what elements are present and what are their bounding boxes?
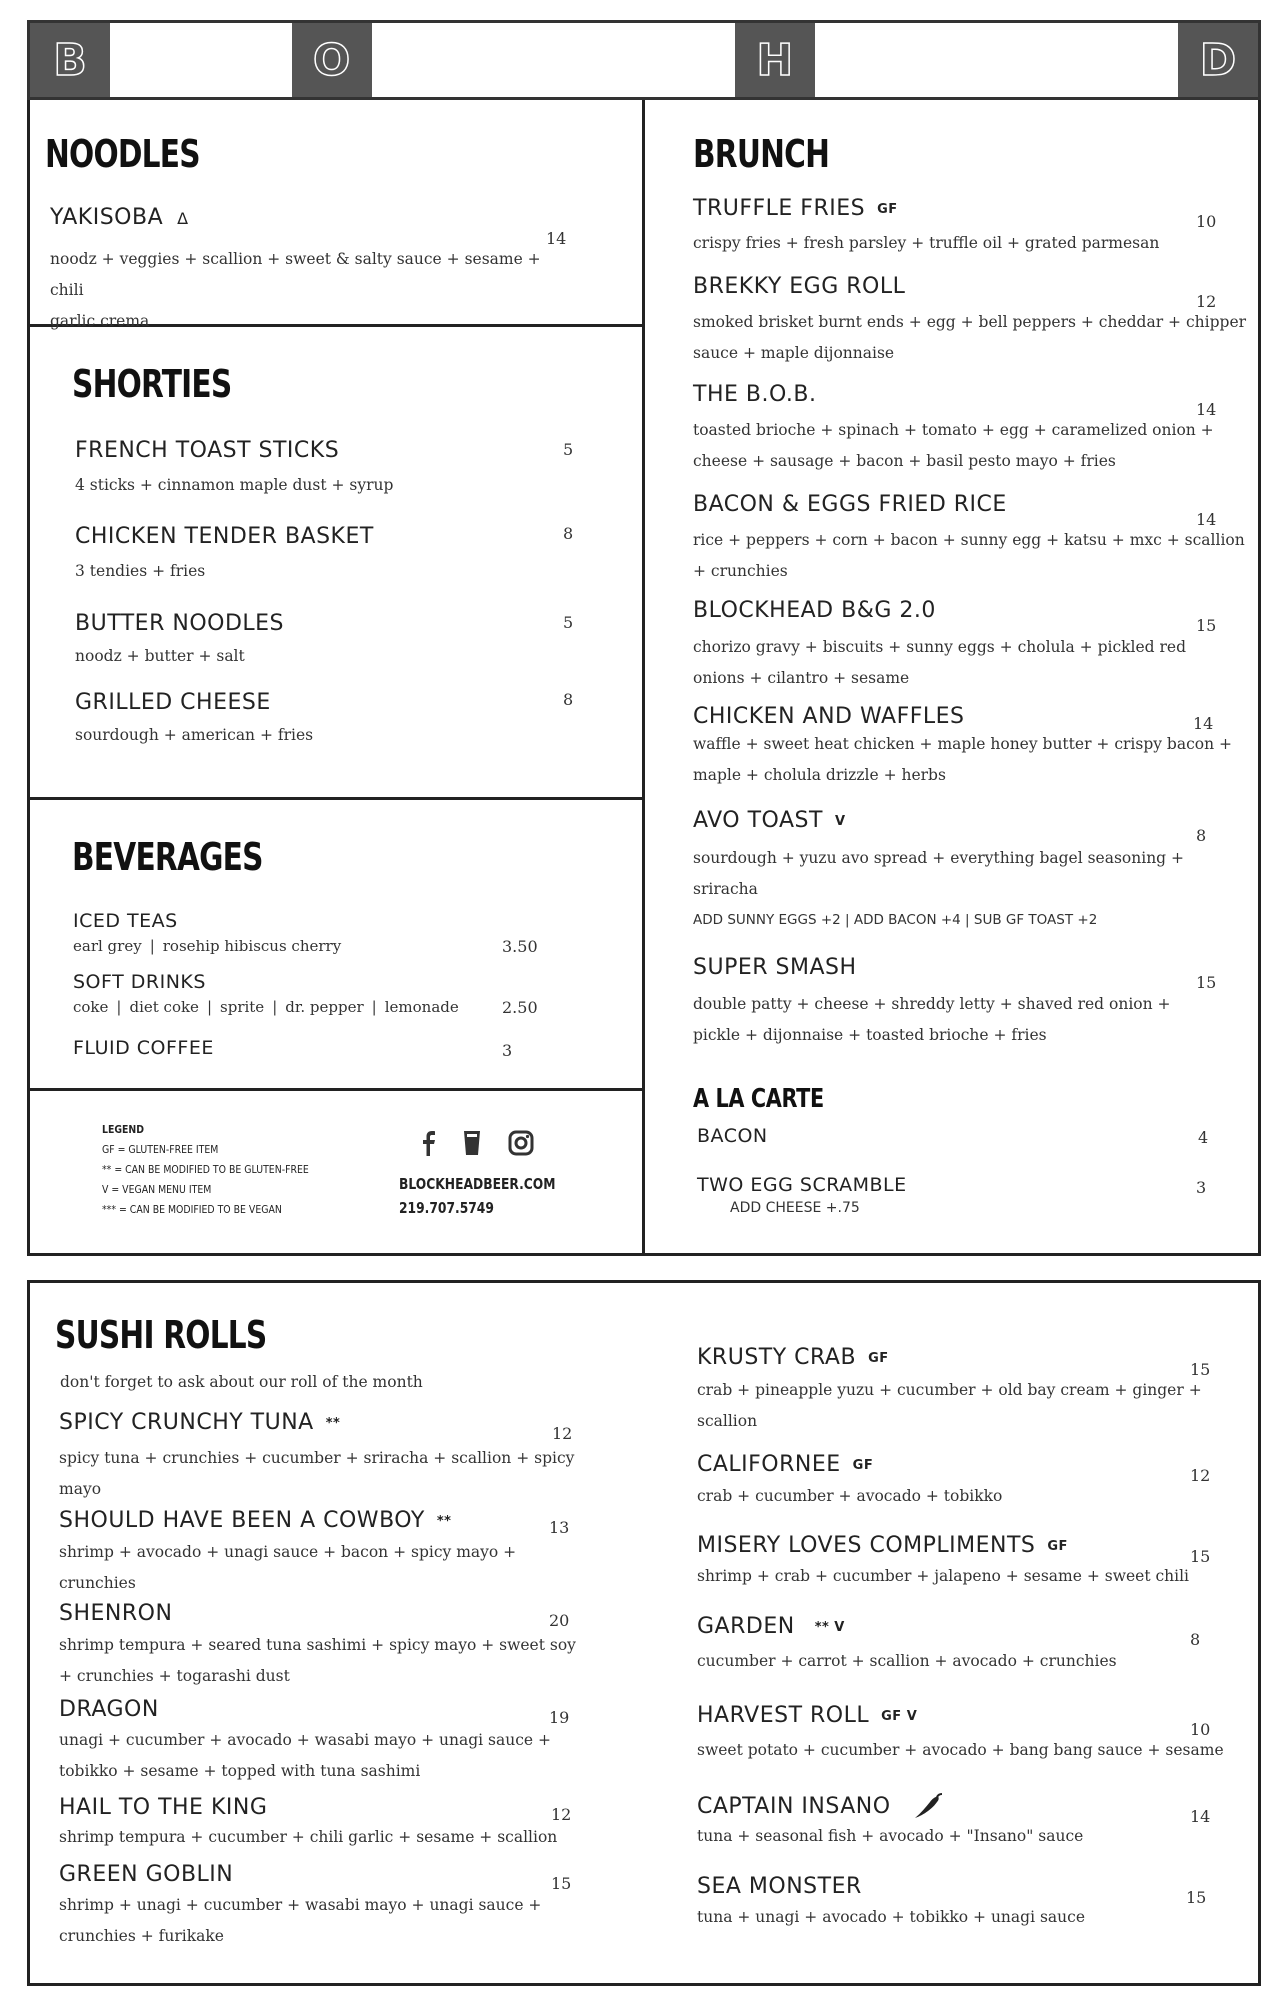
sushi-item-garden: GARDEN ** V	[697, 1614, 845, 1639]
desc-captain-insano: tuna + seasonal fish + avocado + "Insano" sauce	[697, 1827, 1084, 1845]
gf-tag: GF	[852, 1457, 874, 1473]
column-divider	[642, 100, 645, 1256]
desc-butter-noodles: noodz + butter + salt	[75, 647, 245, 665]
header-letter-a: A	[1070, 34, 1105, 86]
menu-item-bacon: BACON	[697, 1125, 768, 1147]
desc-truffle-fries: crispy fries + fresh parsley + truffle oil + grated parmesan	[693, 234, 1160, 252]
legend-line: *** = CAN BE MODIFIED TO BE VEGAN	[102, 1203, 282, 1216]
menu-item-two-egg-scramble: TWO EGG SCRAMBLE	[697, 1174, 907, 1196]
header-letter-l: L	[186, 34, 215, 86]
desc-shenron: shrimp tempura + seared tuna sashimi + spicy mayo + sweet soy + crunchies + togarashi dust	[59, 1636, 576, 1685]
brunch-title: BRUNCH	[693, 132, 830, 176]
price-hail-to-the-king: 12	[551, 1805, 572, 1824]
sushi-item-krusty-crab: KRUSTY CRAB GF	[697, 1345, 889, 1370]
desc-spicy-crunchy-tuna: spicy tuna + crunchies + cucumber + sriracha + scallion + spicy mayo	[59, 1449, 575, 1498]
desc-chicken-and-waffles: waffle + sweet heat chicken + maple honey butter + crispy bacon + maple + cholula drizzle + herbs	[693, 735, 1232, 784]
price-soft-drinks: 2.50	[502, 998, 538, 1017]
header-letter-h: H	[735, 23, 815, 97]
desc-hail-to-the-king: shrimp tempura + cucumber + chili garlic + sesame + scallion	[59, 1828, 558, 1846]
legend	[102, 1120, 309, 1220]
sushi-title: SUSHI ROLLS	[55, 1313, 267, 1357]
gf-vegan-tag: GF V	[881, 1708, 918, 1724]
delta-mark: Δ	[177, 209, 189, 228]
menu-item-avo-toast: AVO TOAST V	[693, 808, 846, 833]
legend-line: V = VEGAN MENU ITEM	[102, 1183, 212, 1196]
sushi-item-green-goblin: GREEN GOBLIN	[59, 1862, 234, 1887]
price-bacon-eggs-fried-rice: 14	[1196, 510, 1217, 529]
desc-garden: cucumber + carrot + scallion + avocado + crunchies	[697, 1652, 1117, 1670]
legend-line: ** = CAN BE MODIFIED TO BE GLUTEN-FREE	[102, 1163, 309, 1176]
price-yakisoba: 14	[546, 229, 567, 248]
price-butter-noodles: 5	[563, 613, 574, 632]
price-chicken-tender-basket: 8	[563, 524, 574, 543]
menu-item-super-smash: SUPER SMASH	[693, 955, 857, 980]
sushi-subtitle: don't forget to ask about our roll of the month	[60, 1373, 423, 1391]
desc-dragon: unagi + cucumber + avocado + wasabi mayo + unagi sauce + tobikko + sesame + topped with tuna sashimi	[59, 1731, 551, 1780]
price-blockhead-bg: 15	[1196, 616, 1217, 635]
menu-item-brekky-egg-roll: BREKKY EGG ROLL	[693, 274, 906, 299]
price-super-smash: 15	[1196, 973, 1217, 992]
beverage-iced-teas: ICED TEAS	[73, 910, 178, 932]
price-californee: 12	[1190, 1466, 1211, 1485]
menu-item-grilled-cheese: GRILLED CHEESE	[75, 690, 271, 715]
sushi-item-dragon: DRAGON	[59, 1697, 159, 1722]
gf-tag: GF	[877, 201, 898, 217]
noodles-title: NOODLES	[45, 132, 200, 176]
beverage-soft-drinks-options: coke | diet coke | sprite | dr. pepper | lemonade	[73, 998, 459, 1016]
sushi-item-shenron: SHENRON	[59, 1601, 173, 1626]
gf-tag: GF	[1047, 1538, 1068, 1554]
divider-beverages-legend	[27, 1088, 644, 1091]
header-letter-k: K	[626, 34, 662, 86]
legend-line: GF = GLUTEN-FREE ITEM	[102, 1143, 219, 1156]
sushi-item-spicy-crunchy-tuna: SPICY CRUNCHY TUNA **	[59, 1410, 341, 1435]
header-letter-o: O	[292, 23, 372, 97]
sushi-item-misery-loves-compliments: MISERY LOVES COMPLIMENTS GF	[697, 1533, 1068, 1558]
desc-misery-loves-compliments: shrimp + crab + cucumber + jalapeno + sesame + sweet chili	[697, 1567, 1190, 1585]
desc-blockhead-bg: chorizo gravy + biscuits + sunny eggs + cholula + pickled red onions + cilantro + sesame	[693, 638, 1187, 687]
brand-header	[27, 20, 1261, 100]
gf-vegan-tag: ** V	[814, 1619, 845, 1635]
price-two-egg-scramble: 3	[1196, 1178, 1207, 1197]
price-krusty-crab: 15	[1190, 1360, 1211, 1379]
price-the-bob: 14	[1196, 400, 1217, 419]
sushi-item-captain-insano: CAPTAIN INSANO	[697, 1793, 944, 1821]
divider-shorties-beverages	[27, 797, 644, 800]
price-brekky-egg-roll: 12	[1196, 292, 1217, 311]
sushi-item-hail-to-the-king: HAIL TO THE KING	[59, 1795, 268, 1820]
price-fluid-coffee: 3	[502, 1041, 513, 1060]
menu-item-truffle-fries: TRUFFLE FRIES GF	[693, 196, 898, 221]
desc-yakisoba: noodz + veggies + scallion + sweet & salty sauce + sesame + chili garlic crema	[50, 250, 541, 330]
price-grilled-cheese: 8	[563, 690, 574, 709]
price-garden: 8	[1190, 1630, 1201, 1649]
price-spicy-crunchy-tuna: 12	[552, 1424, 573, 1443]
two-egg-scramble-addon: ADD CHEESE +.75	[730, 1200, 860, 1216]
phone-number[interactable]: 219.707.5749	[399, 1199, 494, 1217]
price-shenron: 20	[549, 1611, 570, 1630]
price-truffle-fries: 10	[1196, 212, 1217, 231]
price-harvest-roll: 10	[1190, 1720, 1211, 1739]
menu-item-french-toast-sticks: FRENCH TOAST STICKS	[75, 438, 340, 463]
desc-brekky-egg-roll: smoked brisket burnt ends + egg + bell peppers + cheddar + chipper sauce + maple dijonnaise	[693, 313, 1247, 362]
menu-item-yakisoba: YAKISOBA Δ	[50, 205, 189, 230]
beverage-fluid-coffee: FLUID COFFEE	[73, 1037, 214, 1059]
menu-item-the-bob: THE B.O.B.	[693, 382, 817, 407]
shorties-title: SHORTIES	[72, 362, 232, 406]
chili-pepper-icon	[912, 1793, 944, 1821]
desc-french-toast-sticks: 4 sticks + cinnamon maple dust + syrup	[75, 476, 394, 494]
price-should-have-been-a-cowboy: 13	[549, 1518, 570, 1537]
sushi-item-should-have-been-a-cowboy: SHOULD HAVE BEEN A COWBOY **	[59, 1508, 452, 1533]
price-chicken-and-waffles: 14	[1193, 714, 1214, 733]
price-french-toast-sticks: 5	[563, 440, 574, 459]
desc-sea-monster: tuna + unagi + avocado + tobikko + unagi sauce	[697, 1908, 1085, 1926]
menu-item-butter-noodles: BUTTER NOODLES	[75, 611, 285, 636]
price-iced-teas: 3.50	[502, 937, 538, 956]
price-avo-toast: 8	[1196, 826, 1207, 845]
sushi-item-californee: CALIFORNEE GF	[697, 1452, 874, 1477]
header-letter-b: B	[30, 23, 110, 97]
price-green-goblin: 15	[551, 1874, 572, 1893]
price-bacon: 4	[1198, 1128, 1209, 1147]
price-misery-loves-compliments: 15	[1190, 1547, 1211, 1566]
desc-chicken-tender-basket: 3 tendies + fries	[75, 562, 206, 580]
legend-title: LEGEND	[102, 1123, 144, 1136]
gf-modifiable-tag: **	[436, 1513, 452, 1529]
price-captain-insano: 14	[1190, 1807, 1211, 1826]
menu-item-bacon-eggs-fried-rice: BACON & EGGS FRIED RICE	[693, 492, 1007, 517]
desc-should-have-been-a-cowboy: shrimp + avocado + unagi sauce + bacon + spicy mayo + crunchies	[59, 1543, 517, 1592]
header-letter-d: D	[1178, 23, 1258, 97]
price-sea-monster: 15	[1186, 1888, 1207, 1907]
instagram-icon[interactable]	[508, 1130, 534, 1156]
social-icons	[420, 1130, 534, 1156]
desc-krusty-crab: crab + pineapple yuzu + cucumber + old bay cream + ginger + scallion	[697, 1381, 1202, 1430]
untappd-icon[interactable]	[462, 1130, 482, 1156]
sushi-item-harvest-roll: HARVEST ROLL GF V	[697, 1703, 918, 1728]
desc-californee: crab + cucumber + avocado + tobikko	[697, 1487, 1003, 1505]
price-dragon: 19	[549, 1708, 570, 1727]
menu-item-chicken-tender-basket: CHICKEN TENDER BASKET	[75, 524, 374, 549]
vegan-tag: V	[834, 813, 846, 829]
desc-super-smash: double patty + cheese + shreddy letty + shaved red onion + pickle + dijonnaise + toasted brioche + fries	[693, 995, 1171, 1044]
beverage-soft-drinks: SOFT DRINKS	[73, 971, 206, 993]
desc-avo-toast: sourdough + yuzu avo spread + everything bagel seasoning + sriracha ADD SUNNY EGGS +2 | ADD BACON +4 | SUB GF TOAST +2	[693, 843, 1184, 936]
avo-toast-addons: ADD SUNNY EGGS +2 | ADD BACON +4 | SUB GF TOAST +2	[693, 912, 1098, 928]
header-letter-e: E	[890, 34, 921, 86]
desc-the-bob: toasted brioche + spinach + tomato + egg + caramelized onion + cheese + sausage + bacon + basil pesto mayo + fries	[693, 421, 1214, 470]
contact-info	[399, 1172, 555, 1220]
desc-grilled-cheese: sourdough + american + fries	[75, 726, 314, 744]
beverages-title: BEVERAGES	[72, 835, 263, 879]
website-link[interactable]: BLOCKHEADBEER.COM	[399, 1175, 556, 1193]
header-letter-c: C	[446, 34, 479, 86]
gf-modifiable-tag: **	[325, 1415, 341, 1431]
a-la-carte-title: A LA CARTE	[693, 1084, 824, 1114]
beverage-iced-teas-options: earl grey | rosehip hibiscus cherry	[73, 937, 342, 955]
gf-tag: GF	[868, 1350, 889, 1366]
menu-item-chicken-and-waffles: CHICKEN AND WAFFLES	[693, 704, 965, 729]
desc-green-goblin: shrimp + unagi + cucumber + wasabi mayo + unagi sauce + crunchies + furikake	[59, 1896, 542, 1945]
facebook-icon[interactable]	[420, 1130, 436, 1156]
desc-harvest-roll: sweet potato + cucumber + avocado + bang bang sauce + sesame	[697, 1741, 1224, 1759]
desc-bacon-eggs-fried-rice: rice + peppers + corn + bacon + sunny egg + katsu + mxc + scallion + crunchies	[693, 531, 1245, 580]
sushi-item-sea-monster: SEA MONSTER	[697, 1874, 862, 1899]
menu-item-blockhead-bg: BLOCKHEAD B&G 2.0	[693, 598, 936, 623]
